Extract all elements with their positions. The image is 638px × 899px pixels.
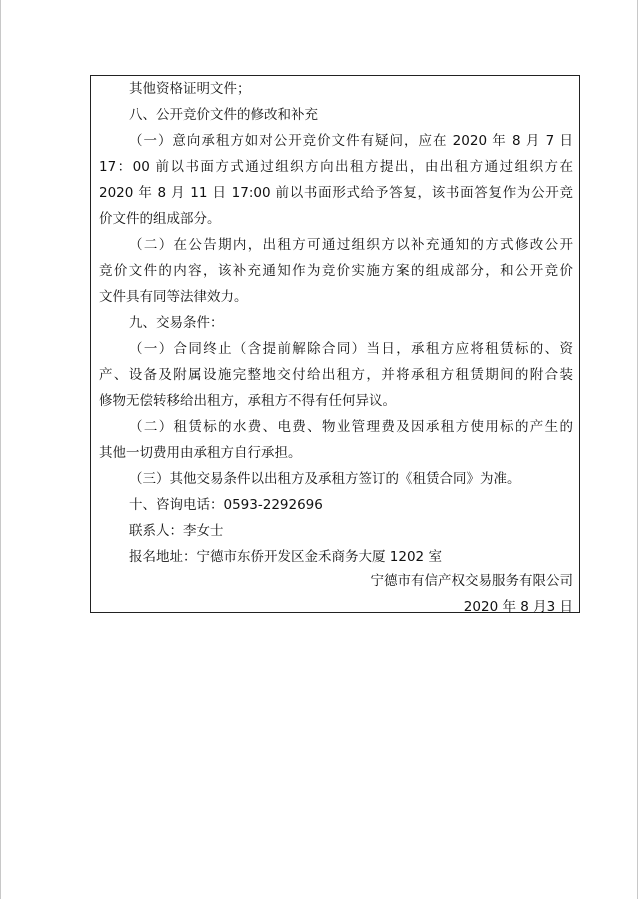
text-line-8-1-a: （一）意向承租方如对公开竞价文件有疑问，应在 2020 年 8 月 7 日 <box>129 133 573 149</box>
consult-phone: 十、咨询电话：0593-2292696 <box>129 497 323 513</box>
section-heading-9: 九、交易条件： <box>129 315 224 331</box>
text-line-9-1-a: （一）合同终止（含提前解除合同）当日，承租方应将租赁标的、资 <box>129 341 573 357</box>
text-line-9-2-a: （二）租赁标的水费、电费、物业管理费及因承租方使用标的产生的 <box>129 419 573 435</box>
signature-date: 2020 年 8 月3 日 <box>463 599 573 615</box>
text-line-9-2-b: 其他一切费用由承租方自行承担。 <box>99 445 302 461</box>
registration-address: 报名地址：宁德市东侨开发区金禾商务大厦 1202 室 <box>129 549 442 565</box>
text-line-8-1-d: 价文件的组成部分。 <box>99 211 221 227</box>
text-line-9-1-b: 产、设备及附属设施完整地交付给出租方，并将承租方租赁期间的附合装 <box>99 367 573 383</box>
text-line-9-1-c: 修物无偿转移给出租方，承租方不得有任何异议。 <box>99 393 396 409</box>
signature-company: 宁德市有信产权交易服务有限公司 <box>370 573 573 589</box>
text-line-9-3: （三）其他交易条件以出租方及承租方签订的《租赁合同》为准。 <box>129 471 521 487</box>
text-line-8-2-b: 竞价文件的内容，该补充通知作为竞价实施方案的组成部分，和公开竞价 <box>99 263 573 279</box>
contact-person: 联系人：李女士 <box>129 523 224 539</box>
text-line-8-2-c: 文件具有同等法律效力。 <box>99 289 248 305</box>
section-heading-8: 八、公开竞价文件的修改和补充 <box>129 107 318 123</box>
announcement-box <box>90 75 580 613</box>
text-line-8-1-c: 2020 年 8 月 11 日 17:00 前以书面形式给予答复，该书面答复作为公开竞 <box>99 185 573 201</box>
text-line-8-1-b: 17：00 前以书面方式通过组织方向出租方提出，由出租方通过组织方在 <box>99 159 573 175</box>
text-line-qualification-docs: 其他资格证明文件； <box>129 81 251 97</box>
page-left-edge <box>0 0 1 899</box>
text-line-8-2-a: （二）在公告期内，出租方可通过组织方以补充通知的方式修改公开 <box>129 237 573 253</box>
